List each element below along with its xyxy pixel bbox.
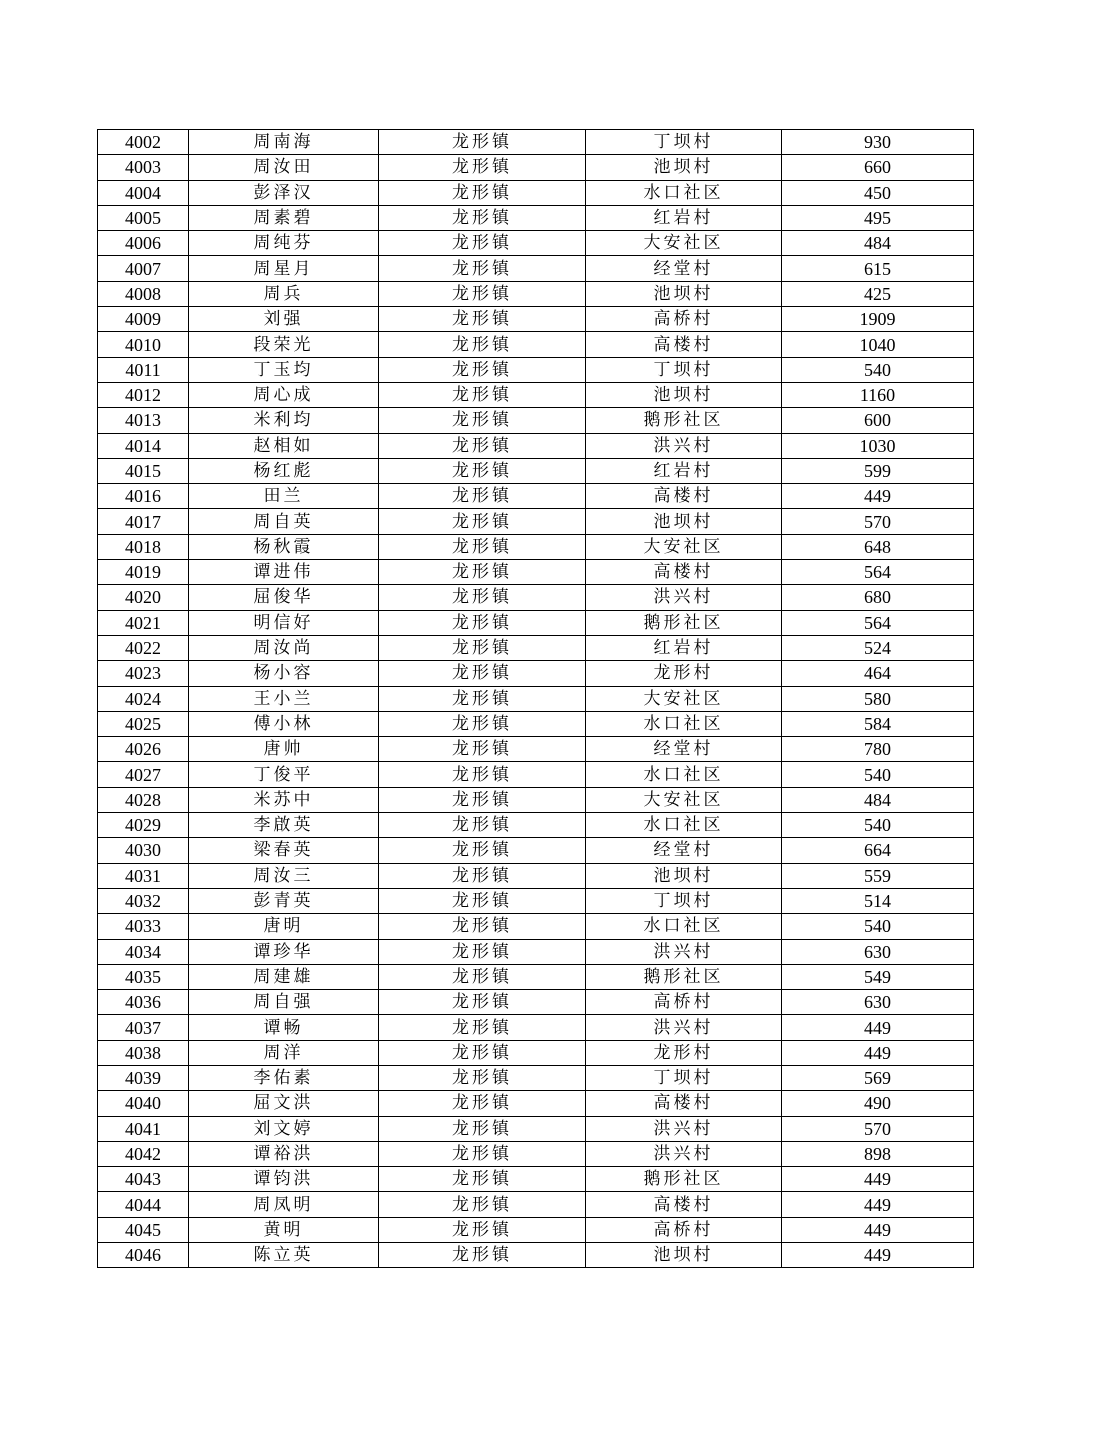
amount-cell: 930 — [782, 130, 974, 155]
row-number-cell: 4037 — [98, 1015, 189, 1040]
person-name-cell: 杨小容 — [189, 661, 379, 686]
person-name-cell: 丁俊平 — [189, 762, 379, 787]
table-row — [98, 762, 974, 787]
town-cell: 龙形镇 — [379, 1040, 586, 1065]
row-number-cell: 4040 — [98, 1091, 189, 1116]
town-cell: 龙形镇 — [379, 1015, 586, 1040]
village-cell: 龙形村 — [586, 661, 782, 686]
village-cell: 水口社区 — [586, 914, 782, 939]
table-row — [98, 408, 974, 433]
amount-cell: 648 — [782, 534, 974, 559]
town-cell: 龙形镇 — [379, 888, 586, 913]
row-number-cell: 4008 — [98, 281, 189, 306]
amount-cell: 570 — [782, 509, 974, 534]
row-number-cell: 4029 — [98, 813, 189, 838]
village-cell: 丁坝村 — [586, 888, 782, 913]
table-row — [98, 813, 974, 838]
table-row — [98, 1141, 974, 1166]
table-row — [98, 964, 974, 989]
row-number-cell: 4043 — [98, 1167, 189, 1192]
town-cell: 龙形镇 — [379, 180, 586, 205]
table-row — [98, 180, 974, 205]
village-cell: 丁坝村 — [586, 130, 782, 155]
village-cell: 大安社区 — [586, 686, 782, 711]
table-row — [98, 990, 974, 1015]
town-cell: 龙形镇 — [379, 964, 586, 989]
table-row — [98, 357, 974, 382]
amount-cell: 549 — [782, 964, 974, 989]
town-cell: 龙形镇 — [379, 231, 586, 256]
town-cell: 龙形镇 — [379, 1065, 586, 1090]
person-name-cell: 谭畅 — [189, 1015, 379, 1040]
person-name-cell: 谭进伟 — [189, 560, 379, 585]
village-cell: 鹅形社区 — [586, 408, 782, 433]
town-cell: 龙形镇 — [379, 585, 586, 610]
row-number-cell: 4019 — [98, 560, 189, 585]
table-row — [98, 534, 974, 559]
row-number-cell: 4039 — [98, 1065, 189, 1090]
village-cell: 红岩村 — [586, 458, 782, 483]
row-number-cell: 4028 — [98, 787, 189, 812]
amount-cell: 449 — [782, 1192, 974, 1217]
table-row — [98, 130, 974, 155]
person-name-cell: 唐明 — [189, 914, 379, 939]
table-row — [98, 332, 974, 357]
row-number-cell: 4016 — [98, 484, 189, 509]
village-cell: 池坝村 — [586, 382, 782, 407]
row-number-cell: 4035 — [98, 964, 189, 989]
person-name-cell: 周星月 — [189, 256, 379, 281]
village-cell: 高楼村 — [586, 332, 782, 357]
amount-cell: 449 — [782, 484, 974, 509]
village-cell: 丁坝村 — [586, 357, 782, 382]
amount-cell: 449 — [782, 1243, 974, 1268]
amount-cell: 484 — [782, 787, 974, 812]
person-name-cell: 谭钧洪 — [189, 1167, 379, 1192]
amount-cell: 564 — [782, 560, 974, 585]
row-number-cell: 4010 — [98, 332, 189, 357]
table-row — [98, 1015, 974, 1040]
town-cell: 龙形镇 — [379, 307, 586, 332]
amount-cell: 464 — [782, 661, 974, 686]
row-number-cell: 4033 — [98, 914, 189, 939]
town-cell: 龙形镇 — [379, 737, 586, 762]
person-name-cell: 谭珍华 — [189, 939, 379, 964]
town-cell: 龙形镇 — [379, 787, 586, 812]
town-cell: 龙形镇 — [379, 1243, 586, 1268]
row-number-cell: 4012 — [98, 382, 189, 407]
amount-cell: 660 — [782, 155, 974, 180]
row-number-cell: 4009 — [98, 307, 189, 332]
table-row — [98, 155, 974, 180]
row-number-cell: 4026 — [98, 737, 189, 762]
person-name-cell: 周建雄 — [189, 964, 379, 989]
town-cell: 龙形镇 — [379, 534, 586, 559]
town-cell: 龙形镇 — [379, 661, 586, 686]
table-row — [98, 256, 974, 281]
amount-cell: 449 — [782, 1040, 974, 1065]
town-cell: 龙形镇 — [379, 155, 586, 180]
table-row — [98, 888, 974, 913]
amount-cell: 559 — [782, 863, 974, 888]
person-name-cell: 周汝三 — [189, 863, 379, 888]
person-name-cell: 王小兰 — [189, 686, 379, 711]
village-cell: 鹅形社区 — [586, 1167, 782, 1192]
table-row — [98, 1243, 974, 1268]
town-cell: 龙形镇 — [379, 332, 586, 357]
table-row — [98, 1192, 974, 1217]
town-cell: 龙形镇 — [379, 281, 586, 306]
row-number-cell: 4041 — [98, 1116, 189, 1141]
row-number-cell: 4003 — [98, 155, 189, 180]
table-row — [98, 1217, 974, 1242]
row-number-cell: 4014 — [98, 433, 189, 458]
village-cell: 高桥村 — [586, 990, 782, 1015]
town-cell: 龙形镇 — [379, 1192, 586, 1217]
amount-cell: 584 — [782, 711, 974, 736]
village-cell: 洪兴村 — [586, 1116, 782, 1141]
town-cell: 龙形镇 — [379, 408, 586, 433]
village-cell: 经堂村 — [586, 256, 782, 281]
row-number-cell: 4022 — [98, 635, 189, 660]
table-row — [98, 610, 974, 635]
amount-cell: 524 — [782, 635, 974, 660]
village-cell: 红岩村 — [586, 635, 782, 660]
row-number-cell: 4032 — [98, 888, 189, 913]
village-cell: 水口社区 — [586, 813, 782, 838]
row-number-cell: 4044 — [98, 1192, 189, 1217]
village-cell: 经堂村 — [586, 737, 782, 762]
table-row — [98, 433, 974, 458]
amount-cell: 490 — [782, 1091, 974, 1116]
town-cell: 龙形镇 — [379, 382, 586, 407]
amount-cell: 450 — [782, 180, 974, 205]
town-cell: 龙形镇 — [379, 990, 586, 1015]
table-row — [98, 307, 974, 332]
person-name-cell: 周自强 — [189, 990, 379, 1015]
amount-cell: 580 — [782, 686, 974, 711]
row-number-cell: 4018 — [98, 534, 189, 559]
table-row — [98, 382, 974, 407]
row-number-cell: 4013 — [98, 408, 189, 433]
amount-cell: 600 — [782, 408, 974, 433]
row-number-cell: 4021 — [98, 610, 189, 635]
table-row — [98, 711, 974, 736]
amount-cell: 564 — [782, 610, 974, 635]
town-cell: 龙形镇 — [379, 838, 586, 863]
village-cell: 高桥村 — [586, 1217, 782, 1242]
amount-cell: 898 — [782, 1141, 974, 1166]
person-name-cell: 傅小林 — [189, 711, 379, 736]
person-name-cell: 周南海 — [189, 130, 379, 155]
town-cell: 龙形镇 — [379, 939, 586, 964]
village-cell: 洪兴村 — [586, 585, 782, 610]
amount-cell: 569 — [782, 1065, 974, 1090]
table-row — [98, 661, 974, 686]
table-row — [98, 737, 974, 762]
person-name-cell: 段荣光 — [189, 332, 379, 357]
amount-cell: 664 — [782, 838, 974, 863]
amount-cell: 1040 — [782, 332, 974, 357]
person-name-cell: 田兰 — [189, 484, 379, 509]
village-cell: 池坝村 — [586, 1243, 782, 1268]
village-cell: 鹅形社区 — [586, 964, 782, 989]
row-number-cell: 4006 — [98, 231, 189, 256]
village-cell: 洪兴村 — [586, 939, 782, 964]
amount-cell: 615 — [782, 256, 974, 281]
table-row — [98, 560, 974, 585]
village-cell: 池坝村 — [586, 509, 782, 534]
town-cell: 龙形镇 — [379, 560, 586, 585]
person-name-cell: 明信好 — [189, 610, 379, 635]
table-row — [98, 787, 974, 812]
row-number-cell: 4027 — [98, 762, 189, 787]
village-cell: 洪兴村 — [586, 1141, 782, 1166]
person-name-cell: 刘文婷 — [189, 1116, 379, 1141]
amount-cell: 570 — [782, 1116, 974, 1141]
table-row — [98, 1167, 974, 1192]
person-name-cell: 周自英 — [189, 509, 379, 534]
amount-cell: 514 — [782, 888, 974, 913]
table-row — [98, 838, 974, 863]
village-cell: 大安社区 — [586, 231, 782, 256]
row-number-cell: 4031 — [98, 863, 189, 888]
village-cell: 龙形村 — [586, 1040, 782, 1065]
town-cell: 龙形镇 — [379, 256, 586, 281]
row-number-cell: 4045 — [98, 1217, 189, 1242]
amount-cell: 495 — [782, 205, 974, 230]
amount-cell: 540 — [782, 762, 974, 787]
person-name-cell: 丁玉均 — [189, 357, 379, 382]
village-cell: 高桥村 — [586, 307, 782, 332]
town-cell: 龙形镇 — [379, 1091, 586, 1116]
person-name-cell: 刘强 — [189, 307, 379, 332]
table-row — [98, 914, 974, 939]
village-cell: 高楼村 — [586, 560, 782, 585]
row-number-cell: 4030 — [98, 838, 189, 863]
row-number-cell: 4002 — [98, 130, 189, 155]
row-number-cell: 4005 — [98, 205, 189, 230]
row-number-cell: 4023 — [98, 661, 189, 686]
table-row — [98, 1116, 974, 1141]
village-cell: 高楼村 — [586, 1192, 782, 1217]
table-row — [98, 205, 974, 230]
row-number-cell: 4046 — [98, 1243, 189, 1268]
person-name-cell: 米苏中 — [189, 787, 379, 812]
village-cell: 高楼村 — [586, 484, 782, 509]
town-cell: 龙形镇 — [379, 635, 586, 660]
town-cell: 龙形镇 — [379, 1141, 586, 1166]
town-cell: 龙形镇 — [379, 914, 586, 939]
person-name-cell: 米利均 — [189, 408, 379, 433]
row-number-cell: 4025 — [98, 711, 189, 736]
table-row — [98, 231, 974, 256]
village-cell: 鹅形社区 — [586, 610, 782, 635]
amount-cell: 1030 — [782, 433, 974, 458]
amount-cell: 425 — [782, 281, 974, 306]
amount-cell: 1160 — [782, 382, 974, 407]
table-row — [98, 1065, 974, 1090]
row-number-cell: 4004 — [98, 180, 189, 205]
village-cell: 经堂村 — [586, 838, 782, 863]
person-name-cell: 彭泽汉 — [189, 180, 379, 205]
town-cell: 龙形镇 — [379, 433, 586, 458]
table-row — [98, 686, 974, 711]
table-row — [98, 1091, 974, 1116]
town-cell: 龙形镇 — [379, 762, 586, 787]
person-name-cell: 谭裕洪 — [189, 1141, 379, 1166]
amount-cell: 1909 — [782, 307, 974, 332]
person-name-cell: 周纯芬 — [189, 231, 379, 256]
amount-cell: 540 — [782, 357, 974, 382]
table-row — [98, 1040, 974, 1065]
town-cell: 龙形镇 — [379, 863, 586, 888]
table-row — [98, 484, 974, 509]
person-name-cell: 周心成 — [189, 382, 379, 407]
table-row — [98, 458, 974, 483]
person-name-cell: 彭青英 — [189, 888, 379, 913]
row-number-cell: 4007 — [98, 256, 189, 281]
amount-cell: 540 — [782, 914, 974, 939]
town-cell: 龙形镇 — [379, 458, 586, 483]
town-cell: 龙形镇 — [379, 1167, 586, 1192]
amount-cell: 630 — [782, 990, 974, 1015]
amount-cell: 540 — [782, 813, 974, 838]
table-body — [98, 130, 974, 1268]
table-row — [98, 509, 974, 534]
amount-cell: 599 — [782, 458, 974, 483]
town-cell: 龙形镇 — [379, 1217, 586, 1242]
person-name-cell: 梁春英 — [189, 838, 379, 863]
town-cell: 龙形镇 — [379, 1116, 586, 1141]
town-cell: 龙形镇 — [379, 484, 586, 509]
person-name-cell: 周素碧 — [189, 205, 379, 230]
table-row — [98, 939, 974, 964]
town-cell: 龙形镇 — [379, 711, 586, 736]
row-number-cell: 4036 — [98, 990, 189, 1015]
village-cell: 洪兴村 — [586, 1015, 782, 1040]
village-cell: 池坝村 — [586, 863, 782, 888]
person-name-cell: 杨秋霞 — [189, 534, 379, 559]
row-number-cell: 4017 — [98, 509, 189, 534]
row-number-cell: 4038 — [98, 1040, 189, 1065]
village-cell: 洪兴村 — [586, 433, 782, 458]
row-number-cell: 4024 — [98, 686, 189, 711]
row-number-cell: 4020 — [98, 585, 189, 610]
village-cell: 大安社区 — [586, 534, 782, 559]
person-name-cell: 黄明 — [189, 1217, 379, 1242]
person-name-cell: 周洋 — [189, 1040, 379, 1065]
town-cell: 龙形镇 — [379, 130, 586, 155]
amount-cell: 630 — [782, 939, 974, 964]
person-name-cell: 唐帅 — [189, 737, 379, 762]
village-cell: 红岩村 — [586, 205, 782, 230]
village-cell: 高楼村 — [586, 1091, 782, 1116]
person-name-cell: 陈立英 — [189, 1243, 379, 1268]
table-row — [98, 585, 974, 610]
village-cell: 丁坝村 — [586, 1065, 782, 1090]
person-name-cell: 屈文洪 — [189, 1091, 379, 1116]
town-cell: 龙形镇 — [379, 205, 586, 230]
person-name-cell: 周汝尚 — [189, 635, 379, 660]
amount-cell: 680 — [782, 585, 974, 610]
village-cell: 池坝村 — [586, 281, 782, 306]
person-name-cell: 赵相如 — [189, 433, 379, 458]
person-name-cell: 杨红彪 — [189, 458, 379, 483]
town-cell: 龙形镇 — [379, 610, 586, 635]
village-cell: 水口社区 — [586, 762, 782, 787]
person-name-cell: 李佑素 — [189, 1065, 379, 1090]
row-number-cell: 4042 — [98, 1141, 189, 1166]
amount-cell: 449 — [782, 1015, 974, 1040]
person-name-cell: 周汝田 — [189, 155, 379, 180]
person-name-cell: 周兵 — [189, 281, 379, 306]
town-cell: 龙形镇 — [379, 686, 586, 711]
row-number-cell: 4011 — [98, 357, 189, 382]
person-name-cell: 屈俊华 — [189, 585, 379, 610]
amount-cell: 780 — [782, 737, 974, 762]
row-number-cell: 4034 — [98, 939, 189, 964]
table-row — [98, 863, 974, 888]
person-name-cell: 李啟英 — [189, 813, 379, 838]
village-cell: 大安社区 — [586, 787, 782, 812]
village-cell: 水口社区 — [586, 180, 782, 205]
amount-cell: 449 — [782, 1167, 974, 1192]
village-cell: 池坝村 — [586, 155, 782, 180]
table-row — [98, 635, 974, 660]
town-cell: 龙形镇 — [379, 357, 586, 382]
village-cell: 水口社区 — [586, 711, 782, 736]
amount-cell: 484 — [782, 231, 974, 256]
data-table — [97, 129, 974, 1268]
town-cell: 龙形镇 — [379, 509, 586, 534]
row-number-cell: 4015 — [98, 458, 189, 483]
town-cell: 龙形镇 — [379, 813, 586, 838]
amount-cell: 449 — [782, 1217, 974, 1242]
table-row — [98, 281, 974, 306]
person-name-cell: 周凤明 — [189, 1192, 379, 1217]
